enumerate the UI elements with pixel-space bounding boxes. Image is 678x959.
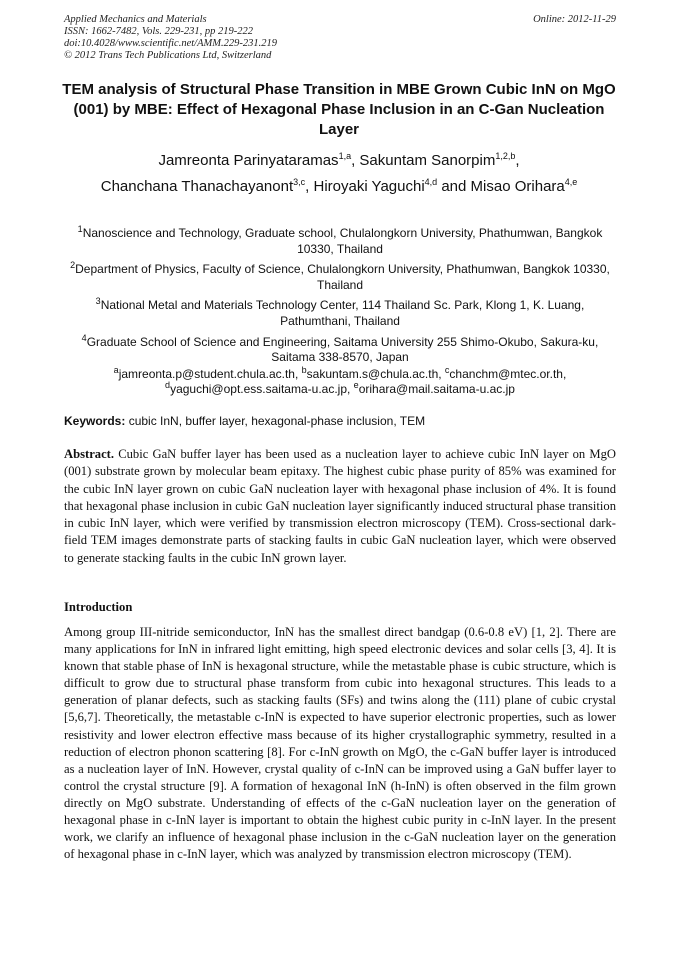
issn-line: ISSN: 1662-7482, Vols. 229-231, pp 219-222 — [64, 26, 253, 37]
author-line-2 — [58, 174, 620, 200]
affiliation — [64, 332, 616, 366]
keywords-label: Keywords: — [64, 414, 126, 428]
abstract — [64, 446, 616, 567]
author-separator: , — [305, 178, 314, 195]
author-list — [58, 148, 620, 200]
author-name: Jamreonta Parinyataramas — [158, 152, 339, 169]
author-separator: , — [351, 152, 360, 169]
abstract-label: Abstract. — [64, 447, 115, 461]
keywords — [64, 414, 616, 428]
author-superscript: 4,e — [564, 177, 578, 187]
email-list — [64, 364, 616, 398]
author-name: Chanchana Thanachayanont — [100, 178, 294, 195]
affiliation-number: 3 — [95, 296, 101, 307]
abstract-text: Cubic GaN buffer layer has been used as a nucleation layer to achieve cubic InN layer on MgO (001) substrate grown by molecular beam epitaxy. The highest cubic phase purity of 85% was examined for the cubic InN layer grown on cubic GaN nucleation layer with hexagonal phase inclusion of 4%. It is found that hexagonal phase inclusion in cubic GaN nucleation layer significantly induced structural phase transition in cubic InN layer, which were verified by transmission electron microscopy (TEM). Cross-sectional dark-field TEM images demonstrate parts of stacking faults in cubic GaN nucleation layer, which were observed to generate stacking faults in the cubic InN grown layer. — [64, 447, 616, 565]
affiliations — [64, 226, 616, 398]
affiliation-number: 4 — [81, 332, 87, 343]
email-link[interactable]: chanchm@mtec.or.th — [449, 366, 563, 381]
author-name: Hiroyaki Yaguchi — [313, 178, 425, 195]
affiliation-number: 2 — [70, 260, 76, 271]
affiliation — [64, 298, 616, 329]
author-line-1 — [58, 148, 620, 174]
author-separator: and — [437, 178, 471, 195]
author-superscript: 1,2,b — [495, 151, 516, 161]
affiliation — [64, 226, 616, 257]
affiliation — [64, 262, 616, 293]
affiliation-text: Nanoscience and Technology, Graduate school, Chulalongkorn University, Phathumwan, Bangkok 10330, Thailand — [82, 226, 603, 256]
introduction-body: Among group III-nitride semiconductor, InN has the smallest direct bandgap (0.6-0.8 eV) [1, 2]. There are many applications for InN in infrared light emitting, high speed electronic devices and solar cells [3, 4]. It is known that stable phase of InN is hexagonal structure, while the metastable phase is cubic structure, which is difficult to grow due to structural phase transform from cubic into hexagonal structures. This leads to a generation of planar defects, such as stacking faults (SFs) and twins along the (111) plane of cubic crystal [5,6,7]. Theoretically, the metastable c-InN is expected to have superior electronic properties, such as lower resistivity and lower electron effective mass because of its higher crystallographic symmetry, resulted in a reduction of electron phonon scattering [8]. For c-InN growth on MgO, the c-GaN buffer layer is introduced as a nucleation layer of InN. However, crystal quality of c-InN can be improved using a GaN buffer layer to control the crystal structure [9]. A formation of hexagonal InN (h-InN) is often observed in the film grown directly on MgO substrate. Understanding of effects of the c-GaN nucleation layer on the generation of hexagonal phase in c-InN layer is important to obtain the highest cubic purity in c-InN layer. In the present work, we clarify an influence of hexagonal phase inclusion in the c-GaN nucleation layer on the generation of hexagonal phase in c-InN layer, which was analyzed by transmission electron microscopy (TEM). — [64, 625, 616, 862]
author-superscript: 3,c — [293, 177, 306, 187]
paper-title: TEM analysis of Structural Phase Transition in MBE Grown Cubic InN on MgO (001) by MBE: Effect of Hexagonal Phase Inclusion in an C-Gan Nucleation Layer — [62, 81, 616, 138]
affiliation-number: 1 — [77, 224, 83, 234]
affiliation-text: National Metal and Materials Technology Center, 114 Thailand Sc. Park, Klong 1, K. Luang, Pathumthani, Thailand — [100, 298, 585, 328]
journal-name: Applied Mechanics and Materials — [64, 14, 207, 25]
email-link[interactable]: sakuntam.s@chula.ac.th — [306, 366, 439, 381]
section-heading-introduction: Introduction — [64, 600, 133, 614]
email-superscript: c — [444, 364, 450, 375]
email-superscript: a — [113, 364, 119, 375]
keywords-text: cubic InN, buffer layer, hexagonal-phase inclusion, TEM — [128, 414, 426, 428]
doi-line: doi:10.4028/www.scientific.net/AMM.229-231.219 — [64, 38, 277, 49]
email-superscript: b — [301, 364, 307, 375]
email-link[interactable]: jamreonta.p@student.chula.ac.th — [118, 366, 295, 381]
copyright-line: © 2012 Trans Tech Publications Ltd, Switzerland — [64, 50, 272, 61]
author-superscript: 4,d — [424, 177, 438, 187]
author-name: Sakuntam Sanorpim — [359, 152, 496, 169]
email-link[interactable]: yaguchi@opt.ess.saitama-u.ac.jp — [170, 382, 347, 397]
email-superscript: d — [165, 380, 171, 391]
email-line-2: $^d$yaguchi@opt.ess.saitama-u.ac.jp, $^e$orihara@mail.saitama-u.ac.jp — [165, 380, 515, 397]
affiliation-text: Graduate School of Science and Engineering, Saitama University 255 Shimo-Okubo, Sakura-ku, Saitama 338-8570, Japan — [86, 334, 599, 365]
email-superscript: e — [353, 380, 359, 391]
email-link[interactable]: orihara@mail.saitama-u.ac.jp — [358, 382, 515, 397]
author-separator: , — [515, 152, 520, 169]
online-date: Online: 2012-11-29 — [533, 14, 616, 25]
author-superscript: 1,a — [338, 151, 352, 161]
affiliation-text: Department of Physics, Faculty of Science, Chulalongkorn University, Phathumwan, Bangkok 10330, Thailand — [75, 262, 610, 292]
journal-header — [64, 14, 616, 62]
author-name: Misao Orihara — [470, 178, 565, 195]
email-line-1: $^a$jamreonta.p@student.chula.ac.th, $^b$sakuntam.s@chula.ac.th, $^c$chanchm@mtec.or.th, — [113, 364, 567, 381]
